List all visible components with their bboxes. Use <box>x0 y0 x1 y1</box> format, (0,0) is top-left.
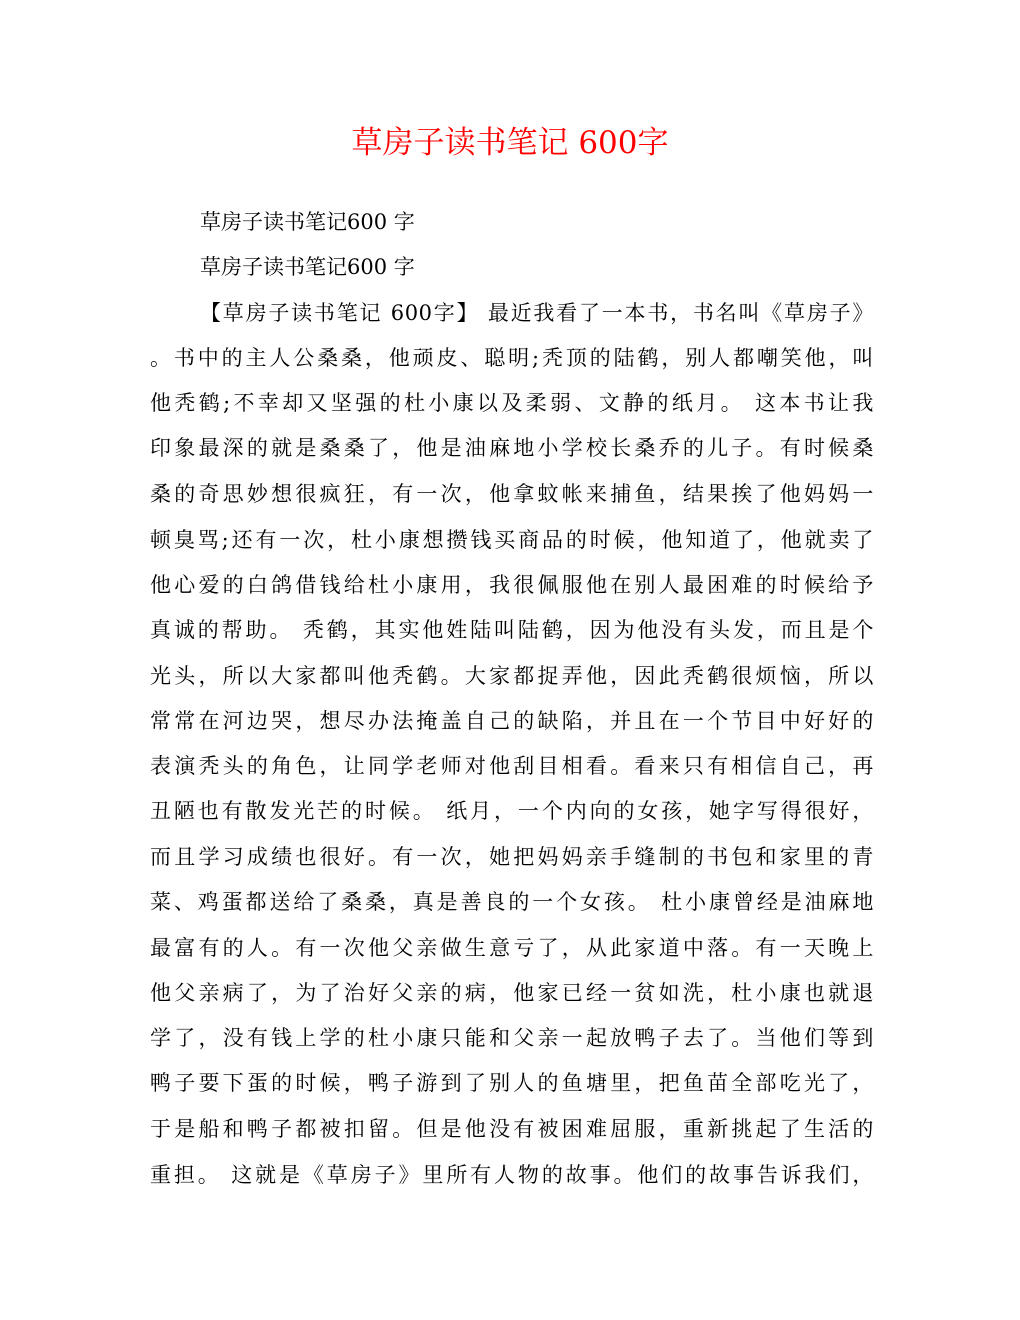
body-line: 表演秃头的角色，让同学老师对他刮目相看。看来只有相信自己，再 <box>150 754 874 778</box>
body-line: 重担。 这就是《草房子》里所有人物的故事。他们的故事告诉我们， <box>150 1163 874 1187</box>
body-line: 桑的奇思妙想很疯狂，有一次，他拿蚊帐来捕鱼，结果挨了他妈妈一 <box>150 482 874 506</box>
body-line: 鸭子要下蛋的时候，鸭子游到了别人的鱼塘里，把鱼苗全部吃光了， <box>150 1071 874 1095</box>
body-line: 学了，没有钱上学的杜小康只能和父亲一起放鸭子去了。当他们等到 <box>150 1026 874 1050</box>
subheading-2: 草房子读书笔记600 字 <box>200 255 415 279</box>
body-line: 光头，所以大家都叫他秃鹤。大家都捉弄他，因此秃鹤很烦恼，所以 <box>150 664 874 688</box>
body-line: 他父亲病了，为了治好父亲的病，他家已经一贫如洗，杜小康也就退 <box>150 981 874 1005</box>
body-line: 顿臭骂;还有一次，杜小康想攒钱买商品的时候，他知道了，他就卖了 <box>150 528 874 552</box>
body-line: 他秃鹤;不幸却又坚强的杜小康以及柔弱、文静的纸月。 这本书让我 <box>150 391 874 415</box>
body-line: 【草房子读书笔记 600字】 最近我看了一本书，书名叫《草房子》 <box>200 301 874 325</box>
document-title: 草房子读书笔记 600字 <box>351 125 669 161</box>
body-line: 丑陋也有散发光芒的时候。 纸月，一个内向的女孩，她字写得很好， <box>150 799 874 823</box>
body-line: 最富有的人。有一次他父亲做生意亏了，从此家道中落。有一天晚上 <box>150 936 874 960</box>
body-line: 常常在河边哭，想尽办法掩盖自己的缺陷，并且在一个节目中好好的 <box>150 709 874 733</box>
body-line: 于是船和鸭子都被扣留。但是他没有被困难屈服，重新挑起了生活的 <box>150 1117 874 1141</box>
body-line: 他心爱的白鸽借钱给杜小康用，我很佩服他在别人最困难的时候给予 <box>150 573 874 597</box>
body-line: 真诚的帮助。 秃鹤，其实他姓陆叫陆鹤，因为他没有头发，而且是个 <box>150 618 874 642</box>
body-line: 印象最深的就是桑桑了，他是油麻地小学校长桑乔的儿子。有时候桑 <box>150 436 874 460</box>
body-line: 而且学习成绩也很好。有一次，她把妈妈亲手缝制的书包和家里的青 <box>150 845 874 869</box>
subheading-1: 草房子读书笔记600 字 <box>200 210 415 234</box>
body-line: 。书中的主人公桑桑，他顽皮、聪明;秃顶的陆鹤，别人都嘲笑他，叫 <box>150 346 874 370</box>
body-line: 菜、鸡蛋都送给了桑桑，真是善良的一个女孩。 杜小康曾经是油麻地 <box>150 890 874 914</box>
